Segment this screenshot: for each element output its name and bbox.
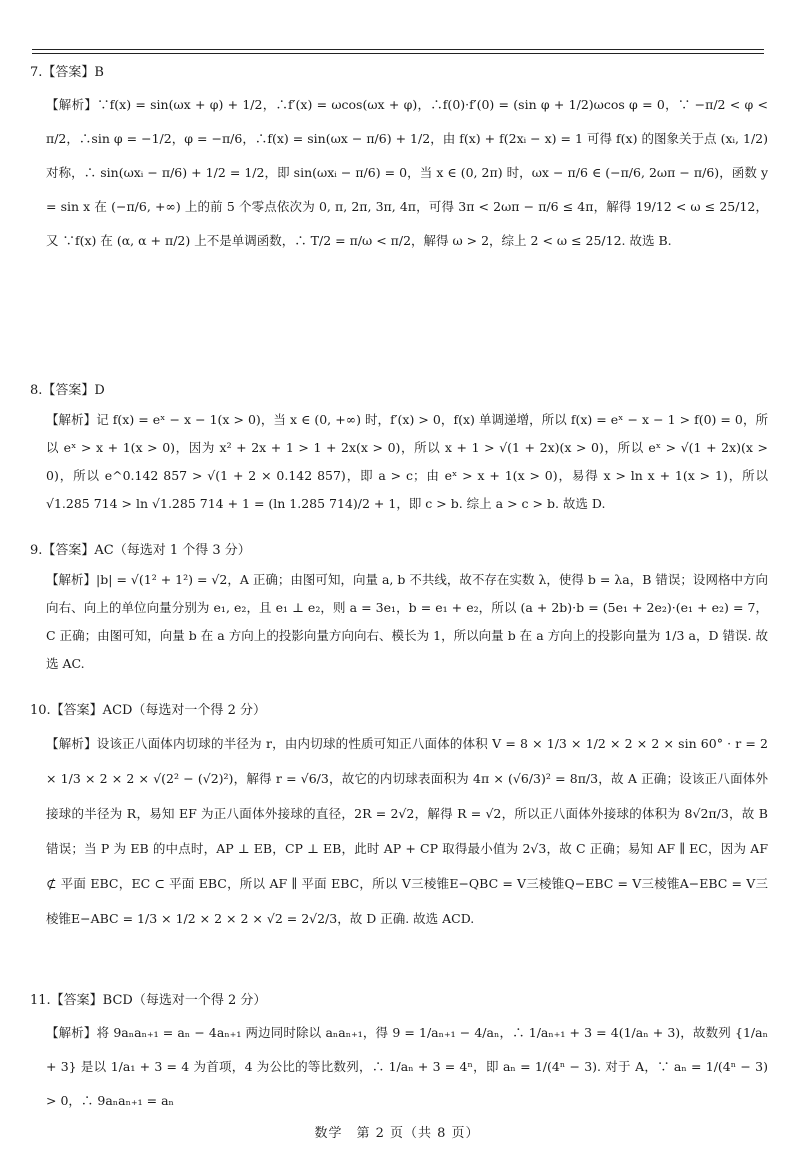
- solution-q7: [30, 62, 768, 380]
- answer-line: 9.【答案】AC（每选对 1 个得 3 分）: [30, 543, 251, 558]
- explanation-text: 【解析】∵f(x) = sin(ωx + φ) + 1/2，∴f′(x) = ωcos(ωx + φ)，∴f(0)·f′(0) = (sin φ + 1/2)ωcos φ = 0，∵ −π/2 < φ < π/2，∴sin φ = −1/2，φ = −π/6，∴f(x) = sin(ωx − π/6) + 1/2，由 f(x) + f(2xᵢ − x) = 1 可得 f(x) 的图象关于点 (xᵢ, 1/2) 对称，∴ sin(ωxᵢ − π/6) + 1/2 = 1/2，即 sin(ωxᵢ − π/6) = 0，当 x ∈ (0, 2π) 时，ωx − π/6 ∈ (−π/6, 2ωπ − π/6)，函数 y = sin x 在 (−π/6, +∞) 上的前 5 个零点依次为 0, π, 2π, 3π, 4π，可得 3π < 2ωπ − π/6 ≤ 4π，解得 19/12 < ω ≤ 25/12，又 ∵f(x) 在 (α, α + π/2) 上不是单调函数，∴ T/2 = π/ω < π/2，解得 ω > 2，综上 2 < ω ≤ 25/12. 故选 B.: [46, 97, 768, 248]
- answer-line: 11.【答案】BCD（每选对一个得 2 分）: [30, 993, 267, 1008]
- explanation-text: 【解析】将 9aₙaₙ₊₁ = aₙ − 4aₙ₊₁ 两边同时除以 aₙaₙ₊₁，得 9 = 1/aₙ₊₁ − 4/aₙ，∴ 1/aₙ₊₁ + 3 = 4(1/aₙ + 3)，故数列 {1/aₙ + 3} 是以 1/a₁ + 3 = 4 为首项，4 为公比的等比数列，∴ 1/aₙ + 3 = 4ⁿ，即 aₙ = 1/(4ⁿ − 3). 对于 A，∵ aₙ = 1/(4ⁿ − 3) > 0，∴ 9aₙaₙ₊₁ = aₙ: [46, 1025, 768, 1108]
- explanation-text: 【解析】设该正八面体内切球的半径为 r，由内切球的性质可知正八面体的体积 V = 8 × 1/3 × 1/2 × 2 × 2 × sin 60° · r = 2 × 1/3 × 2 × 2 × √(2² − (√2)²)，解得 r = √6/3，故它的内切球表面积为 4π × (√6/3)² = 8π/3，故 A 正确；设该正八面体外接球的半径为 R，易知 EF 为正八面体外接球的直径，2R = 2√2，解得 R = √2，所以正八面体外接球的体积为 8√2π/3，故 B 错误；当 P 为 EB 的中点时，AP ⊥ EB，CP ⊥ EB，此时 AP + CP 取得最小值为 2√3，故 C 正确；易知 AF ∥ EC，因为 AF ⊄ 平面 EBC，EC ⊂ 平面 EBC，所以 AF ∥ 平面 EBC，所以 V三棱锥E−QBC = V三棱锥Q−EBC = V三棱锥A−EBC = V三棱锥E−ABC = 1/3 × 1/2 × 2 × 2 × √2 = 2√2/3，故 D 正确. 故选 ACD.: [46, 736, 768, 926]
- header-rule-thin: [32, 49, 764, 50]
- solution-q8: [30, 380, 768, 540]
- solutions-content: [30, 62, 768, 1122]
- solution-q10: [30, 700, 768, 990]
- page-footer: 数学 第 2 页（共 8 页）: [314, 1126, 480, 1141]
- answer-line: 8.【答案】D: [30, 383, 105, 398]
- header-rule-thick: [32, 53, 764, 54]
- solution-q9: [30, 540, 768, 700]
- answer-line: 10.【答案】ACD（每选对一个得 2 分）: [30, 703, 266, 718]
- explanation-text: 【解析】记 f(x) = eˣ − x − 1(x > 0)，当 x ∈ (0, +∞) 时，f′(x) > 0，f(x) 单调递增，所以 f(x) = eˣ − x − 1 > f(0) = 0，所以 eˣ > x + 1(x > 0)，因为 x² + 2x + 1 > 1 + 2x(x > 0)，所以 x + 1 > √(1 + 2x)(x > 0)，所以 eˣ > √(1 + 2x)(x > 0)，所以 e^0.142 857 > √(1 + 2 × 0.142 857)，即 a > c；由 eˣ > x + 1(x > 0)，易得 x > ln x + 1(x > 1)，所以 √1.285 714 > ln √1.285 714 + 1 = (ln 1.285 714)/2 + 1，即 c > b. 综上 a > c > b. 故选 D.: [46, 412, 768, 511]
- solution-q11: [30, 990, 768, 1118]
- explanation-text: 【解析】|b| = √(1² + 1²) = √2，A 正确；由图可知，向量 a, b 不共线，故不存在实数 λ，使得 b = λa，B 错误；设网格中方向向右、向上的单位向量分别为 e₁, e₂，且 e₁ ⊥ e₂，则 a = 3e₁，b = e₁ + e₂，所以 (a + 2b)·b = (5e₁ + 2e₂)·(e₁ + e₂) = 7，C 正确；由图可知，向量 b 在 a 方向上的投影向量方向向右、模长为 1，所以向量 b 在 a 方向上的投影向量为 1/3 a，D 错误. 故选 AC.: [46, 572, 768, 671]
- answer-line: 7.【答案】B: [30, 65, 104, 80]
